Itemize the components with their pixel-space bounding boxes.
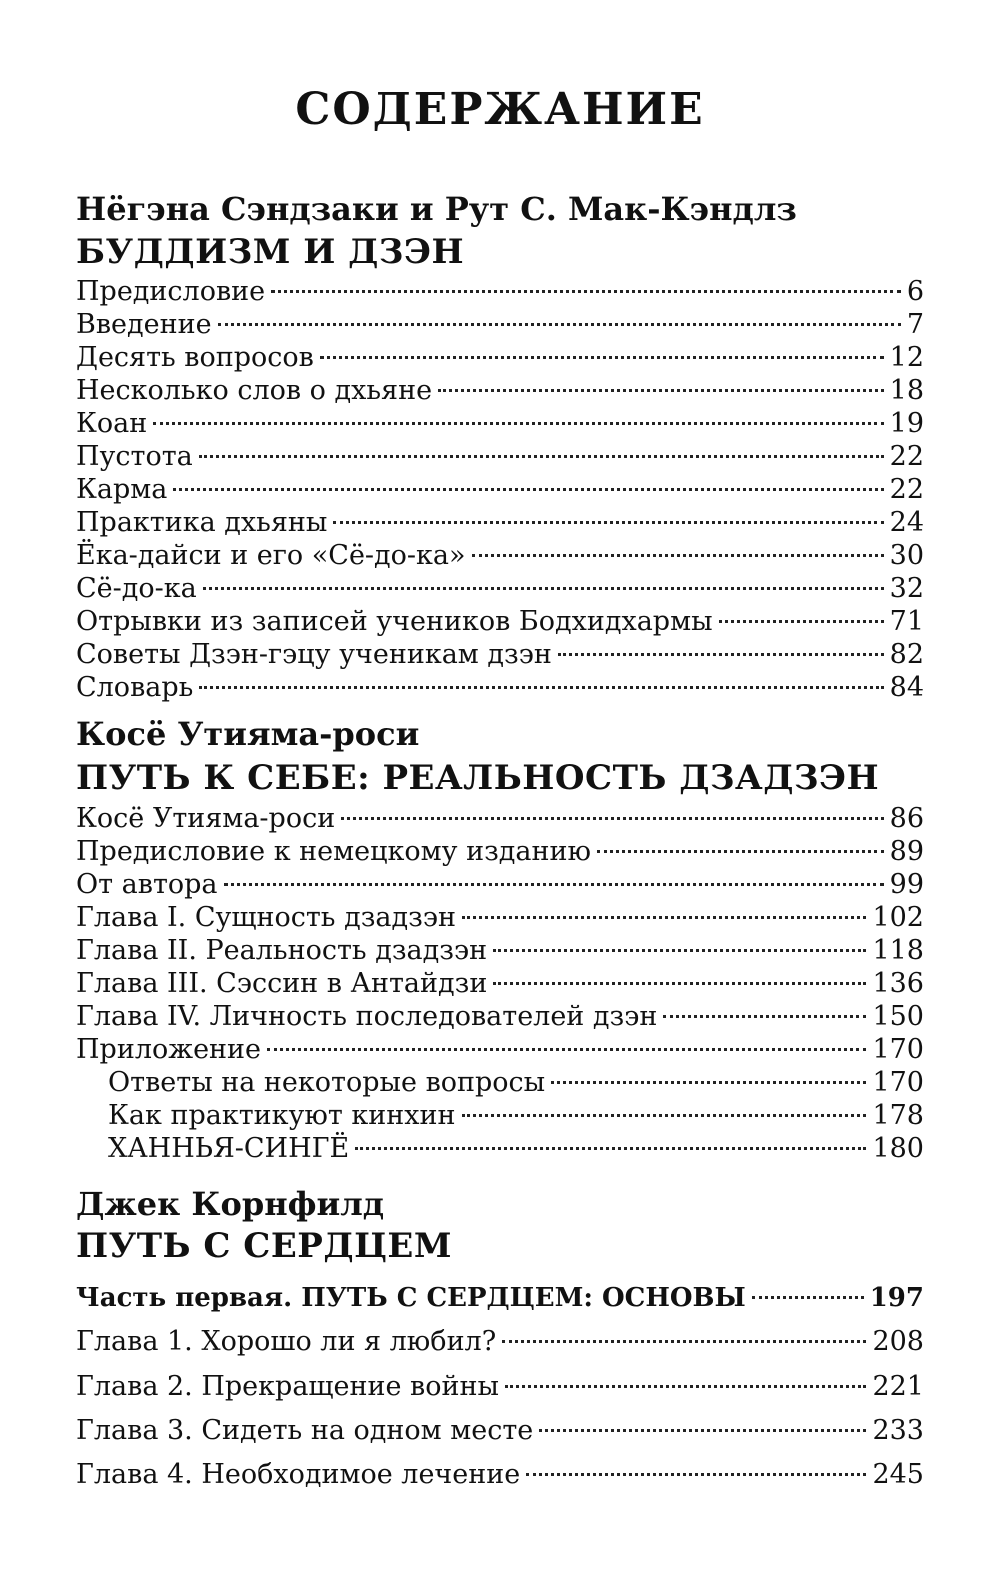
- toc-entry: [76, 1370, 924, 1404]
- toc-entry: [76, 440, 924, 474]
- toc-entry-label: Пустота: [76, 441, 193, 472]
- toc-entry: [76, 275, 924, 309]
- toc-entry: [76, 901, 924, 935]
- toc-entry: [76, 1325, 924, 1359]
- section-author: Нёгэна Сэндзаки и Рут С. Мак-Кэндлз: [76, 190, 797, 228]
- leader-dots: [502, 1340, 866, 1343]
- toc-entry-label: Как практикуют кинхин: [108, 1100, 456, 1131]
- toc-entry-label: Глава 2. Прекращение войны: [76, 1371, 499, 1402]
- toc-entry-label: Косё Утияма-роси: [76, 803, 336, 834]
- toc-entry-page: 197: [869, 1283, 924, 1313]
- toc-subentry: [108, 1132, 924, 1166]
- leader-dots: [320, 356, 884, 359]
- toc-entry-label: Словарь: [76, 672, 194, 703]
- toc-entry-page: 99: [889, 869, 924, 900]
- leader-dots: [462, 1114, 867, 1117]
- toc-entry: [76, 374, 924, 408]
- toc-entry-page: 86: [889, 803, 924, 834]
- toc-entry-label: ХАННЬЯ-СИНГЁ: [108, 1133, 350, 1164]
- toc-entry-label: От автора: [76, 869, 218, 900]
- leader-dots: [558, 653, 884, 656]
- toc-entry: [76, 1000, 924, 1034]
- toc-entry-page: 170: [872, 1067, 924, 1098]
- leader-dots: [267, 1048, 866, 1051]
- toc-part-entry: [76, 1281, 924, 1315]
- section-book-title: ПУТЬ С СЕРДЦЕМ: [76, 1226, 452, 1266]
- toc-entry-page: 221: [872, 1371, 924, 1402]
- toc-entry-label: Несколько слов о дхьяне: [76, 375, 433, 406]
- leader-dots: [472, 554, 884, 557]
- leader-dots: [203, 587, 884, 590]
- toc-entry-label: Глава I. Сущность дзадзэн: [76, 902, 456, 933]
- leader-dots: [663, 1015, 866, 1018]
- toc-entry-page: 84: [889, 672, 924, 703]
- toc-entry-page: 180: [872, 1133, 924, 1164]
- toc-entry: [76, 671, 924, 705]
- leader-dots: [493, 982, 866, 985]
- leader-dots: [173, 488, 883, 491]
- toc-entry-page: 118: [872, 935, 924, 966]
- leader-dots: [341, 817, 883, 820]
- leader-dots: [355, 1147, 866, 1150]
- toc-subentry: [108, 1099, 924, 1133]
- toc-entry-page: 30: [889, 540, 924, 571]
- leader-dots: [271, 290, 901, 293]
- toc-entry: [76, 967, 924, 1001]
- toc-entry-label: Часть первая. ПУТЬ С СЕРДЦЕМ: ОСНОВЫ: [76, 1283, 746, 1313]
- toc-entry-page: 6: [906, 276, 924, 307]
- toc-entry-page: 82: [889, 639, 924, 670]
- toc-entry-label: Глава 3. Сидеть на одном месте: [76, 1415, 534, 1446]
- toc-entry-label: Практика дхьяны: [76, 507, 328, 538]
- toc-entry: [76, 638, 924, 672]
- toc-entry-label: Коан: [76, 408, 148, 439]
- toc-entry-label: Предисловие: [76, 276, 266, 307]
- leader-dots: [224, 883, 884, 886]
- toc-entry: [76, 868, 924, 902]
- toc-entry-label: Глава 4. Необходимое лечение: [76, 1459, 521, 1490]
- toc-entry-label: Введение: [76, 309, 212, 340]
- section-book-title: ПУТЬ К СЕБЕ: РЕАЛЬНОСТЬ ДЗАДЗЭН: [76, 758, 880, 798]
- toc-entry-label: Глава III. Сэссин в Антайдзи: [76, 968, 488, 999]
- toc-entry: [76, 407, 924, 441]
- leader-dots: [526, 1473, 866, 1476]
- toc-entry-page: 12: [889, 342, 924, 373]
- toc-entry-page: 245: [872, 1459, 924, 1490]
- toc-entry: [76, 572, 924, 606]
- toc-entry-label: Предисловие к немецкому изданию: [76, 836, 592, 867]
- toc-subentry: [108, 1066, 924, 1100]
- toc-entry: [76, 934, 924, 968]
- toc-entry-label: Ответы на некоторые вопросы: [108, 1067, 546, 1098]
- toc-entry: [76, 308, 924, 342]
- leader-dots: [333, 521, 883, 524]
- toc-entry-page: 22: [889, 474, 924, 505]
- toc-entry: [76, 1458, 924, 1492]
- toc-entry-page: 178: [872, 1100, 924, 1131]
- toc-entry-page: 22: [889, 441, 924, 472]
- toc-entry: [76, 506, 924, 540]
- toc-entry: [76, 802, 924, 836]
- toc-entry-page: 170: [872, 1034, 924, 1065]
- toc-entry-label: Сё-до-ка: [76, 573, 197, 604]
- leader-dots: [597, 850, 884, 853]
- toc-entry: [76, 341, 924, 375]
- toc-entry: [76, 1033, 924, 1067]
- toc-entry: [76, 605, 924, 639]
- toc-entry: [76, 835, 924, 869]
- toc-entry-label: Ёка-дайси и его «Сё-до-ка»: [76, 540, 466, 571]
- section-author: Джек Корнфилд: [76, 1185, 385, 1223]
- leader-dots: [493, 949, 866, 952]
- toc-entry-label: Карма: [76, 474, 168, 505]
- toc-entry-label: Отрывки из записей учеников Бодхидхармы: [76, 606, 713, 637]
- toc-entry-page: 7: [906, 309, 924, 340]
- leader-dots: [199, 686, 883, 689]
- toc-entry-page: 150: [872, 1001, 924, 1032]
- toc-entry-page: 233: [872, 1415, 924, 1446]
- section-author: Косё Утияма-роси: [76, 715, 420, 753]
- leader-dots: [438, 389, 884, 392]
- toc-entry-page: 208: [872, 1326, 924, 1357]
- toc-entry-page: 24: [889, 507, 924, 538]
- toc-entry-page: 71: [889, 606, 924, 637]
- toc-entry-label: Глава IV. Личность последователей дзэн: [76, 1001, 658, 1032]
- leader-dots: [505, 1385, 866, 1388]
- toc-entry: [76, 473, 924, 507]
- toc-entry-page: 18: [889, 375, 924, 406]
- leader-dots: [539, 1429, 866, 1432]
- toc-entry-label: Глава 1. Хорошо ли я любил?: [76, 1326, 497, 1357]
- toc-entry-page: 19: [889, 408, 924, 439]
- section-book-title: БУДДИЗМ И ДЗЭН: [76, 232, 465, 272]
- toc-entry-label: Приложение: [76, 1034, 262, 1065]
- leader-dots: [153, 422, 883, 425]
- toc-entry: [76, 539, 924, 573]
- leader-dots: [218, 323, 901, 326]
- toc-entry: [76, 1414, 924, 1448]
- leader-dots: [462, 916, 866, 919]
- toc-entry-label: Глава II. Реальность дзадзэн: [76, 935, 488, 966]
- toc-entry-label: Десять вопросов: [76, 342, 314, 373]
- leader-dots: [719, 620, 884, 623]
- leader-dots: [199, 455, 884, 458]
- toc-entry-page: 89: [889, 836, 924, 867]
- leader-dots: [551, 1081, 866, 1084]
- leader-dots: [752, 1296, 864, 1299]
- toc-entry-page: 136: [872, 968, 924, 999]
- toc-entry-page: 102: [872, 902, 924, 933]
- toc-entry-page: 32: [889, 573, 924, 604]
- toc-entry-label: Советы Дзэн-гэцу ученикам дзэн: [76, 639, 552, 670]
- page-title: СОДЕРЖАНИЕ: [295, 84, 705, 135]
